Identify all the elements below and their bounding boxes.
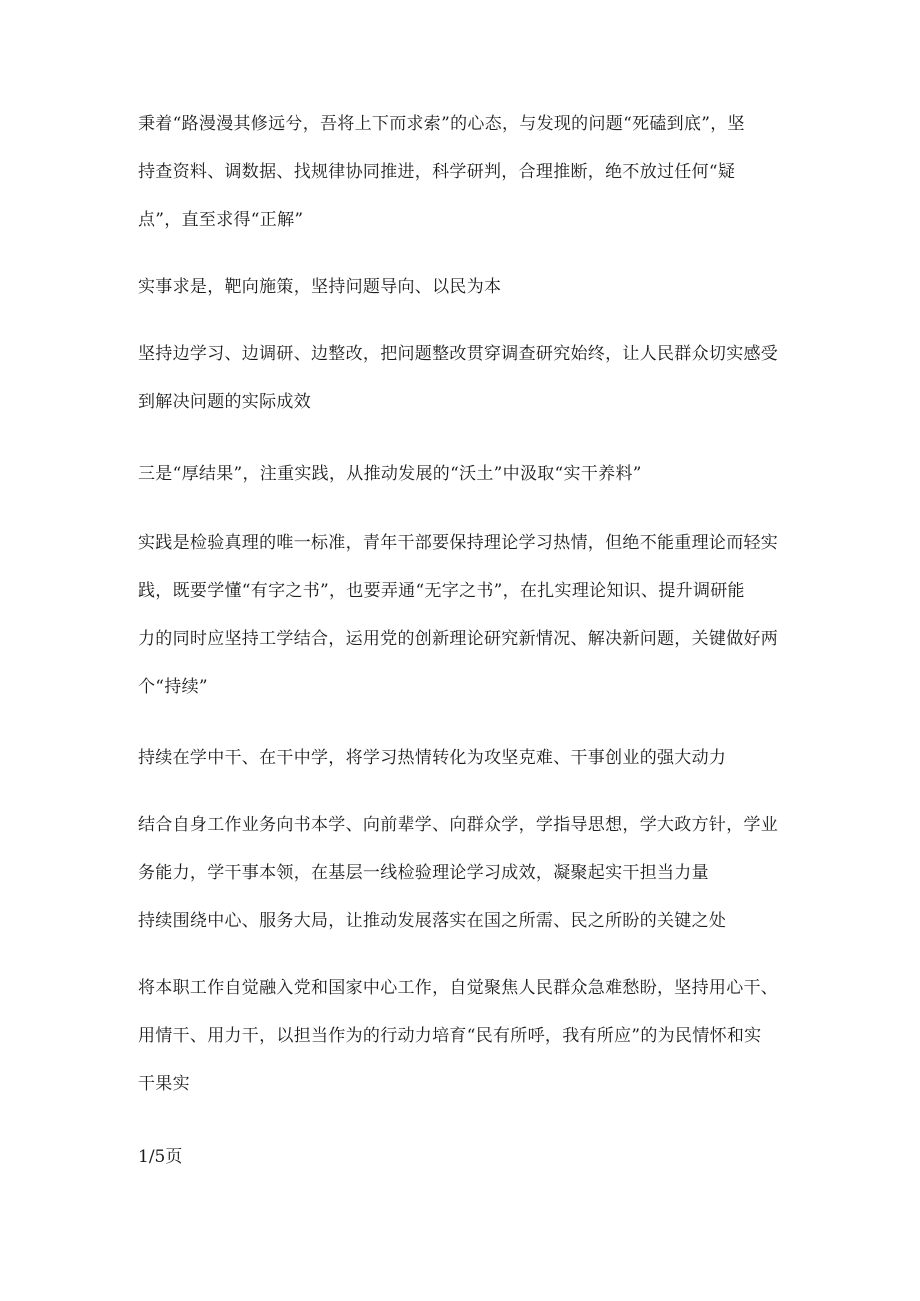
- text-line: 践，既要学懂“有字之书”，也要弄通“无字之书”，在扎实理论知识、提升调研能: [138, 581, 745, 601]
- text-line: 力的同时应坚持工学结合，运用党的创新理论研究新情况、解决新问题，关键做好两: [138, 629, 779, 649]
- text-line: 务能力，学干事本领，在基层一线检验理论学习成效，凝聚起实干担当力量: [138, 863, 709, 883]
- text-line: 将本职工作自觉融入党和国家中心工作，自觉聚焦人民群众急难愁盼，坚持用心干、: [138, 978, 779, 998]
- text-line: 到解决问题的实际成效: [138, 392, 311, 412]
- text-line: 干果实: [138, 1074, 190, 1094]
- text-line: 持续在学中干、在干中学，将学习热情转化为攻坚克难、干事创业的强大动力: [138, 748, 727, 768]
- text-line: 实事求是，靶向施策，坚持问题导向、以民为本: [138, 277, 502, 297]
- page-number: 1/5页: [138, 1147, 183, 1167]
- section-heading: 三是“厚结果”，注重实践，从推动发展的“沃土”中汲取“实干养料”: [138, 464, 642, 484]
- text-line: 个“持续”: [138, 677, 208, 697]
- text-line: 持查资料、调数据、找规律协同推进，科学研判，合理推断，绝不放过任何“疑: [138, 162, 736, 182]
- text-line: 秉着“路漫漫其修远兮，吾将上下而求索”的心态，与发现的问题“死磕到底”，坚: [138, 114, 745, 134]
- text-line: 点”，直至求得“正解”: [138, 210, 304, 230]
- text-line: 结合自身工作业务向书本学、向前辈学、向群众学，学指导思想，学大政方针，学业: [138, 815, 779, 835]
- text-line: 用情干、用力干，以担当作为的行动力培育“民有所呼，我有所应”的为民情怀和实: [138, 1026, 762, 1046]
- text-line: 实践是检验真理的唯一标准，青年干部要保持理论学习热情，但绝不能重理论而轻实: [138, 533, 779, 553]
- text-line: 持续围绕中心、服务大局，让推动发展落实在国之所需、民之所盼的关键之处: [138, 911, 727, 931]
- text-line: 坚持边学习、边调研、边整改，把问题整改贯穿调查研究始终，让人民群众切实感受: [138, 344, 779, 364]
